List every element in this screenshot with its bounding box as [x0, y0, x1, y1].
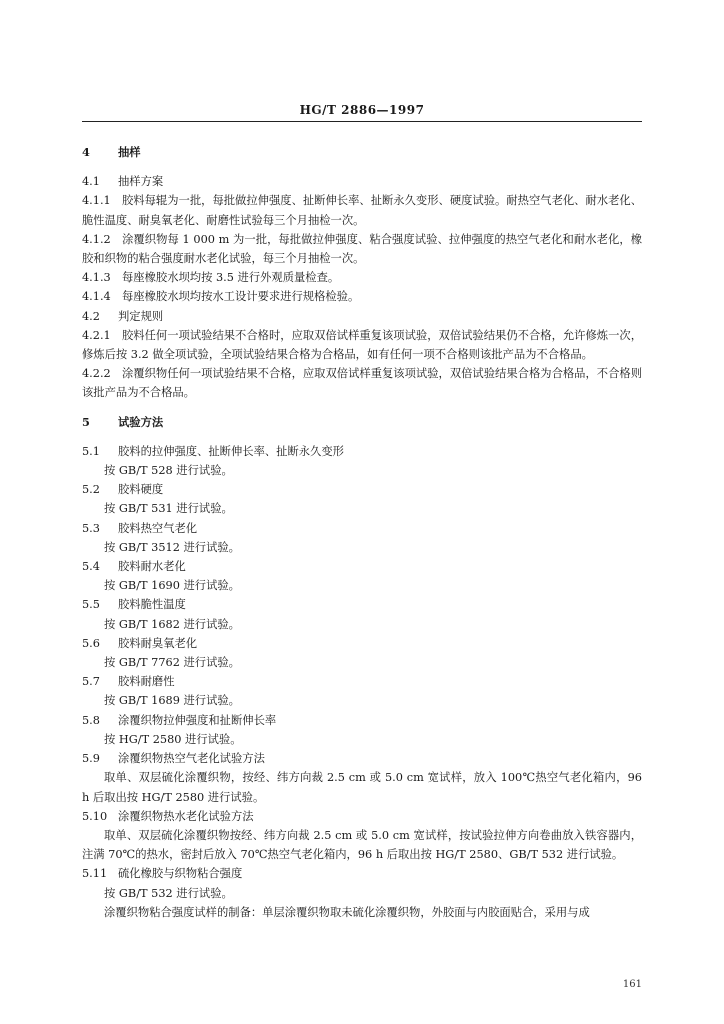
section-4-1-heading: 4.1 抽样方案	[82, 175, 164, 189]
section-5-heading: 5 试验方法	[82, 414, 164, 429]
clause-5-6-title: 5.6 胶料耐臭氧老化	[82, 636, 198, 650]
clause-5-11-body-continued: 涂覆织物粘合强度试样的制备：单层涂覆织物取未硫化涂覆织物，外胶面与内胶面贴合，采用与成	[104, 905, 590, 919]
document-body	[82, 143, 642, 922]
clause-5-5-title: 5.5 胶料脆性温度	[82, 598, 186, 612]
clause-4-1-3: 4.1.3 每座橡胶水坝均按 3.5 进行外观质量检查。	[82, 271, 340, 285]
clause-5-4-title: 5.4 胶料耐水老化	[82, 560, 186, 574]
clause-5-2-title: 5.2 胶料硬度	[82, 483, 164, 497]
clause-5-11-title: 5.11 硫化橡胶与织物粘合强度	[82, 867, 243, 881]
clause-5-8-title: 5.8 涂覆织物拉伸强度和扯断伸长率	[82, 713, 277, 727]
clause-4-1-4: 4.1.4 每座橡胶水坝均按水工设计要求进行规格检验。	[82, 290, 360, 304]
clause-5-1-body: 按 GB/T 528 进行试验。	[104, 464, 233, 478]
clause-5-2-body: 按 GB/T 531 进行试验。	[104, 502, 233, 516]
clause-5-5-body: 按 GB/T 1682 进行试验。	[104, 617, 240, 631]
clause-4-1-1: 4.1.1 胶料每辊为一批，每批做拉伸强度、扯断伸长率、扯断永久变形、硬度试验。耐热空气老化、耐水老化、脆性温度、耐臭氧老化、耐磨性试验每三个月抽检一次。	[82, 194, 642, 227]
section-4-heading: 4 抽样	[82, 145, 141, 159]
standard-code-header: HG/T 2886—1997	[299, 103, 425, 117]
clause-5-7-body: 按 GB/T 1689 进行试验。	[104, 694, 240, 708]
clause-5-9-body: 取单、双层硫化涂覆织物，按经、纬方向裁 2.5 cm 或 5.0 cm 宽试样，放入 100℃热空气老化箱内，96 h 后取出按 HG/T 2580 进行试验。	[82, 771, 642, 804]
header-divider	[82, 121, 642, 122]
section-4-2-heading: 4.2 判定规则	[82, 309, 164, 323]
page-number: 161	[622, 979, 642, 990]
clause-5-3-body: 按 GB/T 3512 进行试验。	[104, 540, 240, 554]
clause-5-8-body: 按 HG/T 2580 进行试验。	[104, 732, 242, 746]
clause-5-3-title: 5.3 胶料热空气老化	[82, 521, 198, 535]
clause-4-2-2: 4.2.2 涂覆织物任何一项试验结果不合格，应取双倍试样重复该项试验，双倍试验结果合格为合格品，不合格则该批产品为不合格品。	[82, 367, 642, 400]
clause-5-6-body: 按 GB/T 7762 进行试验。	[104, 656, 240, 670]
clause-4-1-2: 4.1.2 涂覆织物每 1 000 m 为一批，每批做拉伸强度、粘合强度试验、拉伸强度的热空气老化和耐水老化，橡胶和织物的粘合强度耐水老化试验，每三个月抽检一次。	[82, 232, 642, 266]
clause-5-4-body: 按 GB/T 1690 进行试验。	[104, 579, 240, 593]
clause-5-9-title: 5.9 涂覆织物热空气老化试验方法	[82, 752, 265, 766]
clause-5-7-title: 5.7 胶料耐磨性	[82, 675, 175, 689]
clause-4-2-1: 4.2.1 胶料任何一项试验结果不合格时，应取双倍试样重复该项试验，双倍试验结果仍不合格，允许修炼一次，修炼后按 3.2 做全项试验，全项试验结果合格为合格品，如有任何一项不合格则该批产品为不合格品。	[82, 328, 642, 362]
clause-5-1-title: 5.1 胶料的拉伸强度、扯断伸长率、扯断永久变形	[82, 444, 344, 458]
clause-5-11-body: 按 GB/T 532 进行试验。	[104, 886, 233, 900]
clause-5-10-title: 5.10 涂覆织物热水老化试验方法	[82, 809, 254, 823]
clause-5-10-body: 取单、双层硫化涂覆织物按经、纬方向裁 2.5 cm 或 5.0 cm 宽试样，按试验拉伸方向卷曲放入铁容器内，注满 70℃的热水，密封后放入 70℃热空气老化箱内，96 h 后取出按 HG/T 2580、GB/T 532 进行试验。	[82, 828, 642, 862]
